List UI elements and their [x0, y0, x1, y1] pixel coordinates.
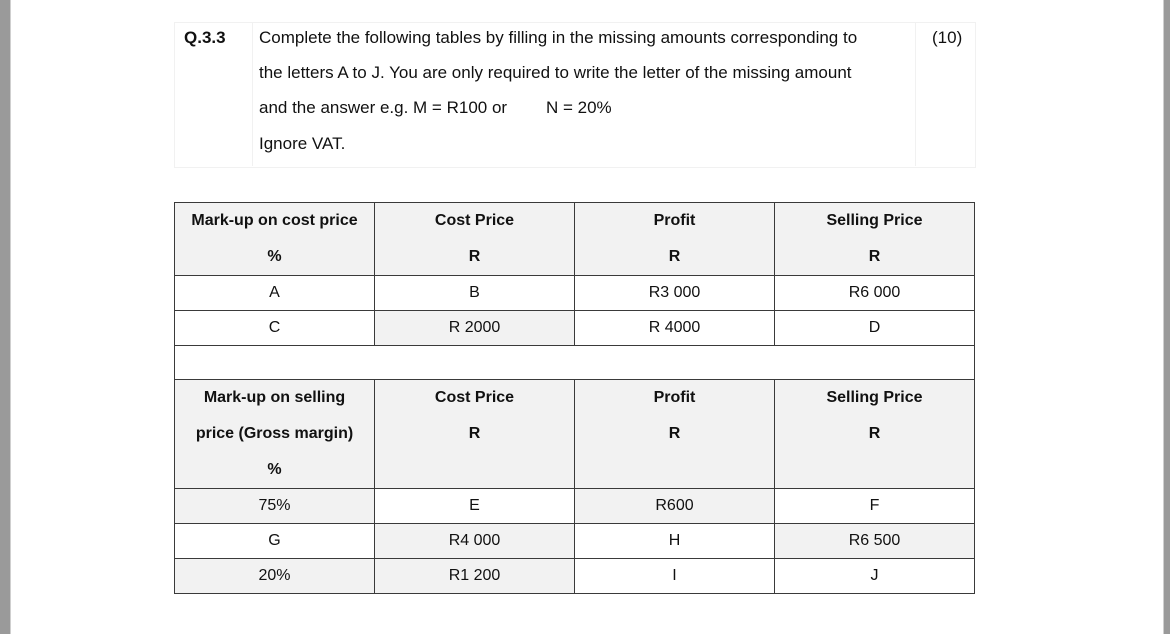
- table1-header-markup-cost-label: Mark-up on cost price: [191, 212, 358, 229]
- table1-header-profit-label: Profit: [653, 212, 696, 229]
- question-marks: (10): [932, 28, 963, 47]
- table1-header-profit: [575, 203, 775, 276]
- table2-row: [175, 524, 975, 559]
- table2-row: [175, 559, 975, 594]
- question-line-3-example-m: and the answer e.g. M = R100 or: [259, 98, 508, 117]
- table-cell: I: [575, 559, 775, 594]
- markup-tables: [174, 202, 975, 594]
- table-cell: A: [175, 276, 375, 311]
- table-cell: R4 000: [375, 524, 575, 559]
- table-separator-row: [175, 346, 975, 380]
- table2-row: [175, 489, 975, 524]
- question-line-3-example-n: N = 20%: [546, 98, 612, 117]
- table-cell: R600: [575, 489, 775, 524]
- table-cell: R3 000: [575, 276, 775, 311]
- table2-header-cost-price-label: Cost Price: [434, 389, 515, 406]
- table-cell: B: [375, 276, 575, 311]
- table1-row: [175, 311, 975, 346]
- table2-header-selling-price-label: Selling Price: [826, 389, 923, 406]
- table-cell: D: [775, 311, 975, 346]
- table2-header-markup-selling: [175, 380, 375, 489]
- table2-header-profit: [575, 380, 775, 489]
- question-line-2: the letters A to J. You are only required to write the letter of the missing amount: [259, 63, 852, 82]
- table1-row: [175, 276, 975, 311]
- table2-header-markup-selling-unit: %: [267, 461, 282, 478]
- table2-header-selling-price: [775, 380, 975, 489]
- table2-header-row: [175, 380, 975, 489]
- table-separator-cell: [175, 346, 975, 380]
- table1-header-profit-unit: R: [668, 248, 681, 265]
- question-divider-left: [252, 22, 253, 166]
- table1-header-selling-price-label: Selling Price: [826, 212, 923, 229]
- table-cell: R6 000: [775, 276, 975, 311]
- question-number: Q.3.3: [184, 28, 226, 47]
- table2-header-cost-price: [375, 380, 575, 489]
- table-cell: G: [175, 524, 375, 559]
- table-cell: R1 200: [375, 559, 575, 594]
- table1-header-selling-price-unit: R: [868, 248, 881, 265]
- table1-header-selling-price: [775, 203, 975, 276]
- table2-header-cost-price-unit: R: [468, 425, 481, 442]
- table-cell: E: [375, 489, 575, 524]
- table-cell: 75%: [175, 489, 375, 524]
- table2-header-markup-selling-line2: price (Gross margin): [195, 425, 354, 442]
- table1-header-cost-price: [375, 203, 575, 276]
- table2-header-selling-price-unit: R: [868, 425, 881, 442]
- table-cell: J: [775, 559, 975, 594]
- question-divider: [915, 22, 916, 166]
- table-cell: H: [575, 524, 775, 559]
- table-cell: 20%: [175, 559, 375, 594]
- table-cell: R 2000: [375, 311, 575, 346]
- question-line-4: Ignore VAT.: [259, 134, 346, 153]
- table1-header-cost-price-label: Cost Price: [434, 212, 515, 229]
- question-line-1: Complete the following tables by filling in the missing amounts corresponding to: [259, 28, 858, 47]
- table1-header-markup-cost-unit: %: [267, 248, 282, 265]
- table2-header-markup-selling-line1: Mark-up on selling: [203, 389, 346, 406]
- table1-header-row: [175, 203, 975, 276]
- table2-header-profit-unit: R: [668, 425, 681, 442]
- table-cell: F: [775, 489, 975, 524]
- table1-header-markup-cost: [175, 203, 375, 276]
- table1-header-cost-price-unit: R: [468, 248, 481, 265]
- table-cell: R 4000: [575, 311, 775, 346]
- table-cell: R6 500: [775, 524, 975, 559]
- table2-header-profit-label: Profit: [653, 389, 696, 406]
- table-cell: C: [175, 311, 375, 346]
